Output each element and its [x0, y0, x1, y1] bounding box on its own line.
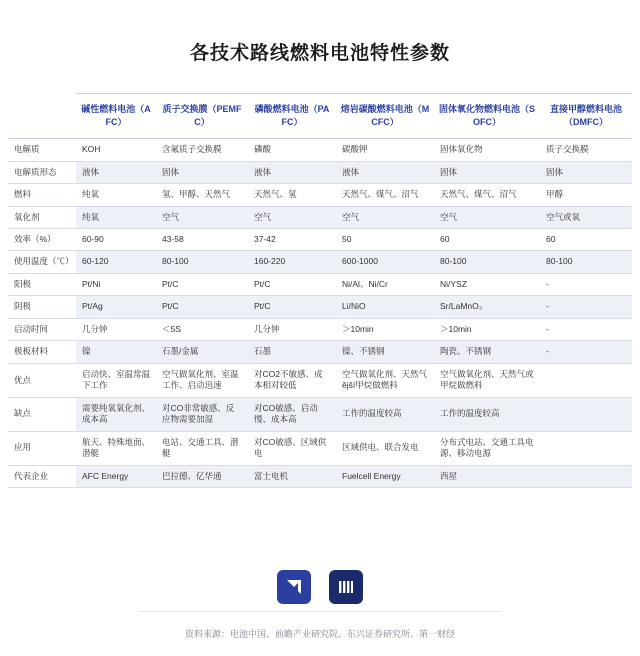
table-row — [8, 431, 632, 465]
row-label: 优点 — [8, 363, 76, 397]
table-row — [8, 318, 632, 340]
row-label: 燃料 — [8, 184, 76, 206]
table-cell: Pt/C — [248, 273, 336, 295]
table-cell: 航天、特殊地面、潜艇 — [76, 431, 156, 465]
table-cell: 电站、交通工具、潜艇 — [156, 431, 248, 465]
table-cell: 空气或氧 — [540, 206, 632, 228]
column-header-dmfc: 直接甲醇燃料电池（DMFC） — [540, 94, 632, 139]
table-cell: 80-100 — [434, 251, 540, 273]
table-cell: 质子交换膜 — [540, 139, 632, 161]
table-corner-cell — [8, 94, 76, 139]
table-cell: 碳酸钾 — [336, 139, 434, 161]
table-cell: 需要纯氧氧化剂、成本高 — [76, 397, 156, 431]
table-cell: 含氟质子交换膜 — [156, 139, 248, 161]
table-cell: 天然气、氢 — [248, 184, 336, 206]
table-cell: AFC Energy — [76, 465, 156, 487]
row-label: 电解质 — [8, 139, 76, 161]
table-row — [8, 184, 632, 206]
table-cell: 空气做氧化剂、天然气或甲烷做燃料 — [434, 363, 540, 397]
row-label: 极板材料 — [8, 341, 76, 363]
page-title: 各技术路线燃料电池特性参数 — [189, 43, 450, 64]
table-cell: 磷酸 — [248, 139, 336, 161]
row-label: 代表企业 — [8, 465, 76, 487]
table-row — [8, 296, 632, 318]
table-cell: 固体 — [156, 161, 248, 183]
logo-mark-1 — [277, 570, 311, 604]
column-header-pemfc: 质子交换膜（PEMFC） — [156, 94, 248, 139]
table-cell: 空气 — [434, 206, 540, 228]
row-label: 阳极 — [8, 273, 76, 295]
row-label: 阴极 — [8, 296, 76, 318]
footer-divider — [140, 611, 500, 612]
table-cell: 富士电机 — [248, 465, 336, 487]
table-cell: 氢、甲醇、天然气 — [156, 184, 248, 206]
table-cell: 600-1000 — [336, 251, 434, 273]
table-cell — [540, 431, 632, 465]
table-row — [8, 273, 632, 295]
column-header-mcfc: 熔岩碳酸燃料电池（MCFC） — [336, 94, 434, 139]
table-cell: 对CO敏感、启动慢、成本高 — [248, 397, 336, 431]
table-cell: 对CO敏感、区域供电 — [248, 431, 336, 465]
table-cell: 石墨/金属 — [156, 341, 248, 363]
table-cell: 60 — [434, 228, 540, 250]
table-cell: 分布式电站、交通工具电源、移动电源 — [434, 431, 540, 465]
table-row — [8, 251, 632, 273]
table-cell: Sr/LaMnO₃ — [434, 296, 540, 318]
table-cell: - — [540, 318, 632, 340]
table-cell: 纯氧 — [76, 206, 156, 228]
table-cell: 天然气、煤气、沼气 — [434, 184, 540, 206]
table-cell: 液体 — [76, 161, 156, 183]
source-note: 资料来源：电池中国、前瞻产业研究院、东兴证券研究所、第一财经 — [184, 629, 455, 639]
table-cell: Pt/C — [248, 296, 336, 318]
table-cell: ＜5S — [156, 318, 248, 340]
table-cell: 工作的温度较高 — [336, 397, 434, 431]
column-header-pafc: 磷酸燃料电池（PAFC） — [248, 94, 336, 139]
table-cell: 纯氧 — [76, 184, 156, 206]
table-cell: Pt/C — [156, 296, 248, 318]
table-body — [8, 139, 632, 488]
table-cell: 空气做氧化剂、室温工作、启动迅速 — [156, 363, 248, 397]
table-row — [8, 397, 632, 431]
table-cell: KOH — [76, 139, 156, 161]
table-cell: 37-42 — [248, 228, 336, 250]
table-cell: 80-100 — [540, 251, 632, 273]
table-cell: Ni/YSZ — [434, 273, 540, 295]
column-header-sofc: 固体氧化物燃料电池（SOFC） — [434, 94, 540, 139]
table-cell: 巴拉德、亿华通 — [156, 465, 248, 487]
table-cell: ＞10min — [336, 318, 434, 340]
table-cell: 液体 — [336, 161, 434, 183]
row-label: 效率（%） — [8, 228, 76, 250]
table-header — [8, 94, 632, 139]
table-cell: 对CO非常敏感、反应物需要加湿 — [156, 397, 248, 431]
table-cell: 空气 — [156, 206, 248, 228]
row-label: 氧化剂 — [8, 206, 76, 228]
table-cell — [540, 397, 632, 431]
table-cell: 空气 — [248, 206, 336, 228]
row-label: 电解质形态 — [8, 161, 76, 183]
table-cell: 空气 — [336, 206, 434, 228]
table-row — [8, 341, 632, 363]
table-cell: Pt/Ni — [76, 273, 156, 295]
column-header-afc: 碱性燃料电池（AFC） — [76, 94, 156, 139]
table-cell: 空气做氧化剂、天然气ější甲烷做燃料 — [336, 363, 434, 397]
table-cell: 镍、不锈钢 — [336, 341, 434, 363]
table-cell: Pt/Ag — [76, 296, 156, 318]
table-cell: 工作的温度较高 — [434, 397, 540, 431]
table-container — [0, 75, 640, 488]
table-cell: 43-58 — [156, 228, 248, 250]
table-cell: 天然气、煤气、沼气 — [336, 184, 434, 206]
table-cell: 60 — [540, 228, 632, 250]
table-cell: 西屋 — [434, 465, 540, 487]
table-row — [8, 139, 632, 161]
row-label: 使用温度（℃） — [8, 251, 76, 273]
table-cell: 几分钟 — [248, 318, 336, 340]
table-row — [8, 228, 632, 250]
table-cell: 80-100 — [156, 251, 248, 273]
table-cell: 60-90 — [76, 228, 156, 250]
table-cell: 对CO2不敏感、成本相对较低 — [248, 363, 336, 397]
table-row — [8, 465, 632, 487]
logo-row — [0, 570, 640, 604]
table-cell: 160-220 — [248, 251, 336, 273]
table-cell: 启动快、室温常温下工作 — [76, 363, 156, 397]
table-cell: ＞10min — [434, 318, 540, 340]
table-cell: 几分钟 — [76, 318, 156, 340]
table-cell: 陶瓷、不锈钢 — [434, 341, 540, 363]
table-cell — [540, 465, 632, 487]
table-cell: Pt/C — [156, 273, 248, 295]
table-cell: 石墨 — [248, 341, 336, 363]
table-cell — [540, 363, 632, 397]
table-cell: 60-120 — [76, 251, 156, 273]
table-cell: 固体氧化物 — [434, 139, 540, 161]
table-cell: - — [540, 296, 632, 318]
table-row — [8, 206, 632, 228]
table-cell: 50 — [336, 228, 434, 250]
table-cell: 区域供电、联合发电 — [336, 431, 434, 465]
table-header-row — [8, 94, 632, 139]
row-label: 应用 — [8, 431, 76, 465]
row-label: 缺点 — [8, 397, 76, 431]
table-cell: - — [540, 273, 632, 295]
table-cell: 固体 — [434, 161, 540, 183]
table-cell: 镍 — [76, 341, 156, 363]
fuel-cell-spec-table — [8, 93, 632, 488]
table-cell: 甲醇 — [540, 184, 632, 206]
table-cell: 液体 — [248, 161, 336, 183]
table-cell: - — [540, 341, 632, 363]
table-cell: Ni/Al、Ni/Cr — [336, 273, 434, 295]
table-row — [8, 161, 632, 183]
logo-mark-2 — [329, 570, 363, 604]
table-row — [8, 363, 632, 397]
table-cell: Li/NiO — [336, 296, 434, 318]
table-cell: 固体 — [540, 161, 632, 183]
row-label: 启动时间 — [8, 318, 76, 340]
table-cell: Fuelcell Energy — [336, 465, 434, 487]
